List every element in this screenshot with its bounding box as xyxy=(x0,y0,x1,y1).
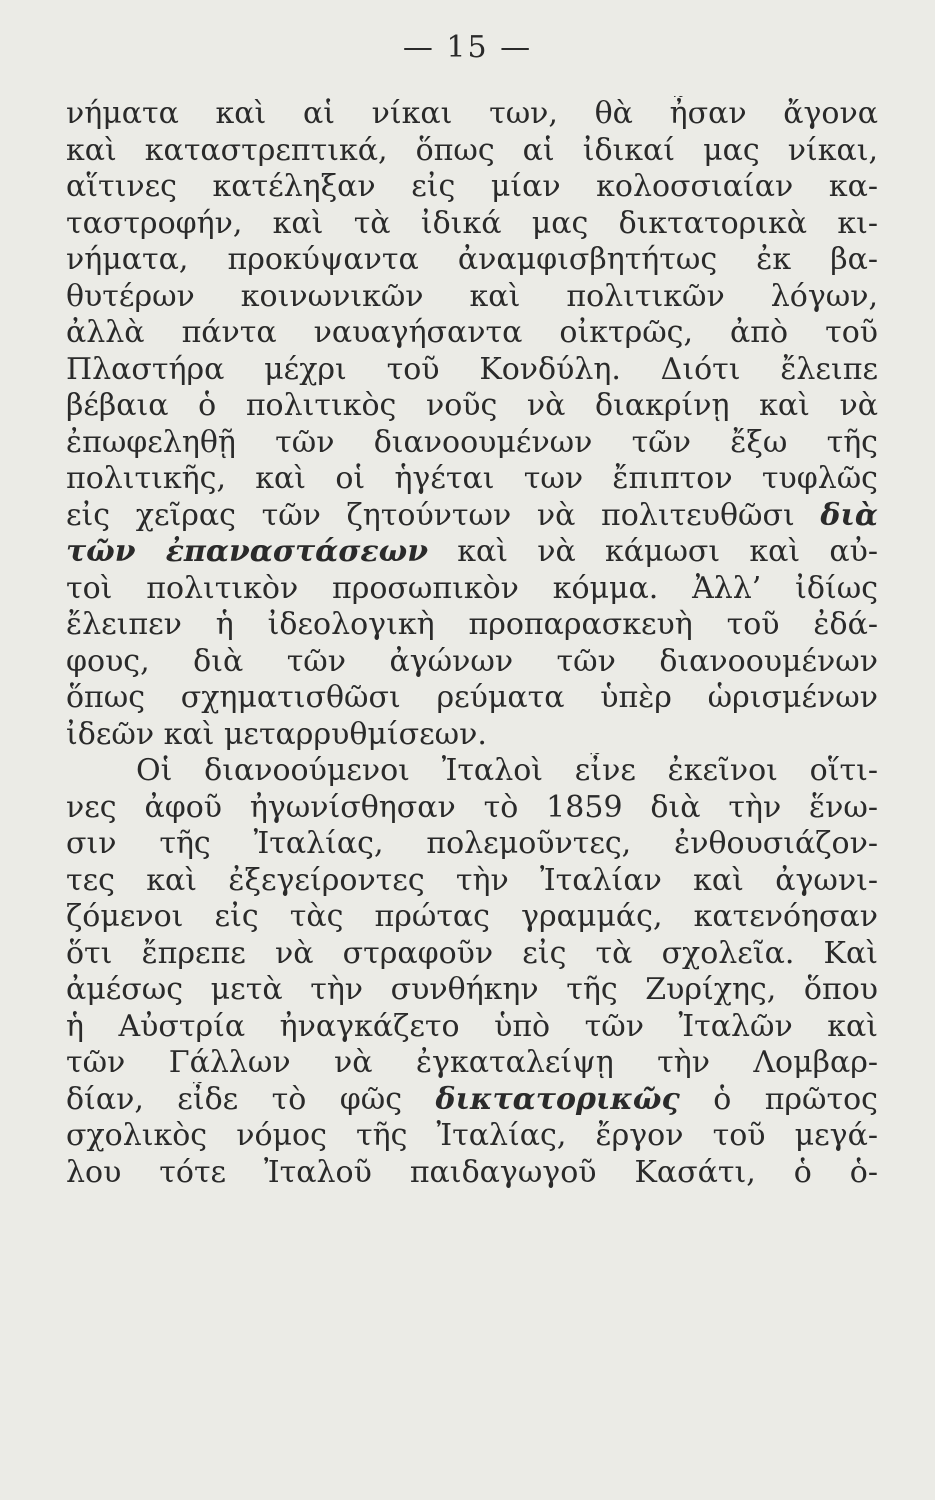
body-text xyxy=(66,96,878,1191)
text-line xyxy=(66,1155,878,1192)
page-number: — 15 — xyxy=(402,30,533,65)
text-span: ὁ πρῶτος xyxy=(679,1081,878,1117)
text-line xyxy=(66,352,878,389)
text-span: ὅτι ἔπρεπε νὰ στραφοῦν εἰς τὰ σχολεῖα. Καὶ xyxy=(66,935,878,971)
text-line xyxy=(66,826,878,863)
text-line xyxy=(66,1082,878,1119)
text-span: ἔλειπεν ἡ ἰδεολογικὴ προπαρασκευὴ τοῦ ἐδά- xyxy=(66,607,878,642)
text-line xyxy=(66,644,878,681)
text-line xyxy=(66,1009,878,1046)
text-span: ἀλλὰ πάντα ναυαγήσαντα οἰκτρῶς, ἀπὸ τοῦ xyxy=(66,315,878,350)
text-line xyxy=(66,607,878,644)
emphasized-text: τῶν ἐπαναστάσεων xyxy=(66,534,429,569)
text-span: ἡ Αὐστρία ἠναγκάζετο ὑπὸ τῶν Ἰταλῶν καὶ xyxy=(66,1008,878,1044)
text-line xyxy=(66,899,878,936)
text-line xyxy=(66,717,878,754)
text-span: ἰδεῶν καὶ μεταρρυθμίσεων. xyxy=(66,716,487,752)
text-line xyxy=(66,534,878,571)
text-line xyxy=(66,972,878,1009)
text-span: ἀμέσως μετὰ τὴν συνθήκην τῆς Ζυρίχης, ὅπου xyxy=(66,972,878,1007)
text-span: αἵτινες κατέληξαν εἰς μίαν κολοσσιαίαν κα- xyxy=(66,169,878,204)
text-span: ταστροφήν, καὶ τὰ ἰδικά μας δικτατορικὰ κι- xyxy=(66,205,878,241)
text-line xyxy=(66,680,878,717)
text-line xyxy=(66,279,878,316)
text-line xyxy=(66,753,878,790)
text-line xyxy=(66,242,878,279)
text-span: ἐπωφεληθῇ τῶν διανοουμένων τῶν ἔξω τῆς xyxy=(66,424,878,460)
text-line xyxy=(66,863,878,900)
text-span: νήματα, προκύψαντα ἀναμφισβητήτως ἐκ βα- xyxy=(66,242,878,277)
text-span: θυτέρων κοινωνικῶν καὶ πολιτικῶν λόγων, xyxy=(66,278,878,314)
text-span: τοὶ πολιτικὸν προσωπικὸν κόμμα. Ἀλλ’ ἰδίως xyxy=(66,570,878,606)
text-span: ὅπως σχηματισθῶσι ρεύματα ὑπὲρ ὡρισμένων xyxy=(66,680,878,715)
text-span: Πλαστήρα μέχρι τοῦ Κονδύλη. Διότι ἔλειπε xyxy=(66,351,878,387)
text-span: βέβαια ὁ πολιτικὸς νοῦς νὰ διακρίνῃ καὶ νὰ xyxy=(66,388,878,423)
text-line xyxy=(66,206,878,243)
text-line xyxy=(66,571,878,608)
text-span: πολιτικῆς, καὶ οἱ ἡγέται των ἔπιπτον τυφλῶς xyxy=(66,461,878,496)
text-line xyxy=(66,936,878,973)
text-line xyxy=(66,388,878,425)
text-span: τες καὶ ἐξεγείροντες τὴν Ἰταλίαν καὶ ἀγωνι- xyxy=(66,862,878,898)
emphasized-text: δικτατορικῶς xyxy=(435,1081,680,1117)
emphasized-text: διὰ xyxy=(820,497,878,533)
text-line xyxy=(66,96,878,133)
text-span: νήματα καὶ αἱ νίκαι των, θὰ ἦσαν ἄγονα xyxy=(66,96,878,131)
text-span: ζόμενοι εἰς τὰς πρώτας γραμμάς, κατενόησαν xyxy=(66,899,878,934)
text-line xyxy=(66,169,878,206)
text-span: σχολικὸς νόμος τῆς Ἰταλίας, ἔργον τοῦ μεγά- xyxy=(66,1118,878,1153)
text-line xyxy=(66,461,878,498)
text-span: φους, διὰ τῶν ἀγώνων τῶν διανοουμένων xyxy=(66,643,878,679)
text-span: τῶν Γάλλων νὰ ἐγκαταλείψῃ τὴν Λομβαρ- xyxy=(66,1045,878,1080)
text-line xyxy=(66,425,878,462)
text-line xyxy=(66,1045,878,1082)
text-span: λου τότε Ἰταλοῦ παιδαγωγοῦ Κασάτι, ὁ ὁ- xyxy=(66,1154,878,1190)
text-span: εἰς χεῖρας τῶν ζητούντων νὰ πολιτευθῶσι xyxy=(66,497,821,533)
text-line xyxy=(66,315,878,352)
text-span: νες ἀφοῦ ἠγωνίσθησαν τὸ 1859 διὰ τὴν ἕνω- xyxy=(66,789,878,825)
text-span: Οἱ διανοούμενοι Ἰταλοὶ εἶνε ἐκεῖνοι οἵτι- xyxy=(136,753,878,788)
text-line xyxy=(66,498,878,535)
text-span: δίαν, εἶδε τὸ φῶς xyxy=(66,1081,436,1117)
text-span: καὶ καταστρεπτικά, ὅπως αἱ ἰδικαί μας νίκαι, xyxy=(66,132,878,168)
text-line xyxy=(66,1118,878,1155)
text-span: σιν τῆς Ἰταλίας, πολεμοῦντες, ἐνθουσιάζον- xyxy=(66,826,878,861)
text-line xyxy=(66,133,878,170)
text-span: καὶ νὰ κάμωσι καὶ αὐ- xyxy=(428,534,878,569)
text-line xyxy=(66,790,878,827)
